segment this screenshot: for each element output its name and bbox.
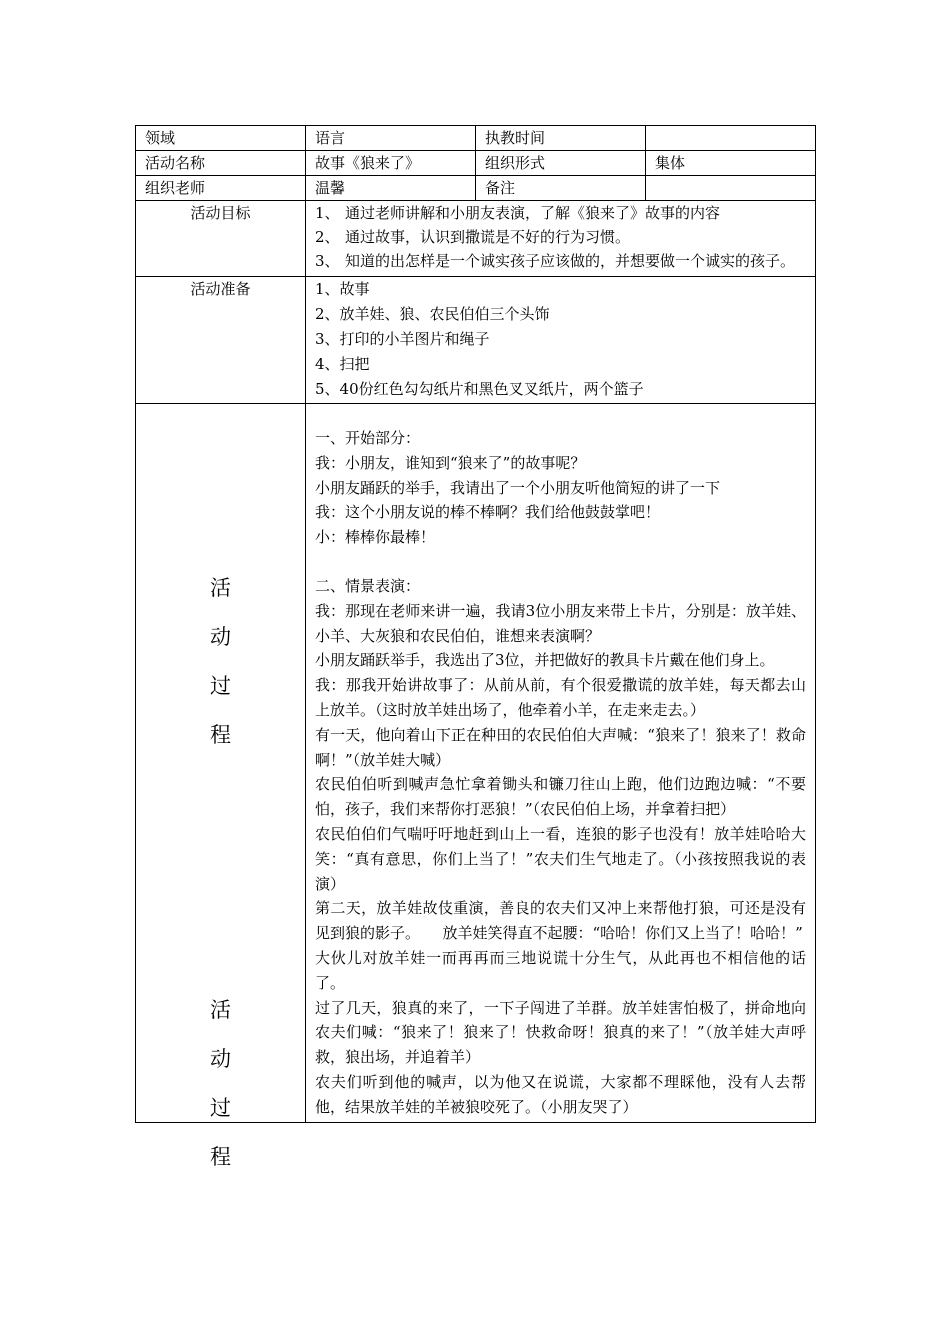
prep-content [306, 277, 816, 404]
activity-name-label: 活动名称 [136, 151, 306, 176]
goal-item [315, 225, 806, 249]
process-paragraph: 小：棒棒你最棒！ [315, 528, 436, 547]
prep-item: 4、扫把 [315, 355, 370, 373]
process-paragraph: 我：那现在老师来讲一遍，我请3位小朋友来带上卡片，分别是：放羊娃、小羊、大灰狼和农民伯伯，谁想来表演啊？ [315, 601, 806, 645]
process-paragraph: 过了几天，狼真的来了，一下子闯进了羊群。放羊娃害怕极了，拼命地向农夫们喊：“狼来了！狼来了！快救命呀！狼真的来了！”（放羊娃大声呼救，狼出场，并追着羊） [315, 998, 806, 1067]
process-label-char: 程 [210, 723, 231, 747]
process-paragraph: 农民伯伯听到喊声急忙拿着锄头和镰刀往山上跑，他们边跑边喊：“不要怕，孩子，我们来帮你打恶狼！”（农民伯伯上场，并拿着扫把） [315, 775, 806, 819]
process-paragraph: 农夫们听到他的喊声，以为他又在说谎，大家都不理睬他，没有人去帮他，结果放羊娃的羊被狼咬死了。（小朋友哭了） [315, 1072, 806, 1116]
prep-item: 3、打印的小羊图片和绳子 [315, 330, 490, 348]
section-title: 一、开始部分： [315, 429, 421, 447]
goals-label: 活动目标 [136, 201, 306, 277]
process-label-char: 程 [210, 1145, 231, 1169]
process-row [136, 404, 816, 1123]
process-paragraph: 我：这个小朋友说的棒不棒啊？我们给他鼓鼓掌吧！ [315, 503, 661, 522]
process-paragraph: 农民伯伯们气喘吁吁地赶到山上一看，连狼的影子也没有！放羊娃哈哈大笑：“真有意思，你们上当了！”农夫们生气地走了。（小孩按照我说的表演） [315, 824, 806, 893]
process-content [306, 404, 816, 1123]
header-row-domain [136, 126, 816, 151]
activity-name-value: 故事《狼来了》 [306, 151, 476, 176]
remarks-label: 备注 [476, 176, 646, 201]
prep-item: 5、40份红色勾勾纸片和黑色叉叉纸片，两个篮子 [315, 380, 644, 398]
teaching-time-label: 执教时间 [476, 126, 646, 151]
process-label-char: 活 [210, 998, 231, 1022]
process-paragraph: 有一天，他向着山下正在种田的农民伯伯大声喊：“狼来了！狼来了！救命啊！”（放羊娃大喊） [315, 725, 806, 769]
process-label [136, 404, 306, 1169]
prep-row [136, 277, 816, 404]
domain-value: 语言 [306, 126, 476, 151]
remarks-value [646, 176, 816, 201]
lesson-plan-table [135, 125, 816, 1169]
goal-number: 3、 [315, 252, 340, 270]
teacher-value: 温馨 [306, 176, 476, 201]
goal-item [315, 249, 806, 273]
prep-item: 2、放羊娃、狼、农民伯伯三个头饰 [315, 305, 550, 323]
process-paragraph: 小朋友踊跃举手，我选出了3位，并把做好的教具卡片戴在他们身上。 [315, 651, 775, 670]
teaching-time-value [646, 126, 816, 151]
goal-text: 通过故事，认识到撒谎是不好的行为习惯。 [345, 228, 631, 246]
goal-text: 知道的出怎样是一个诚实孩子应该做的，并想要做一个诚实的孩子。 [345, 252, 796, 270]
blank-line [315, 550, 806, 574]
process-label-char: 动 [210, 625, 231, 649]
process-label-char: 过 [210, 674, 231, 698]
prep-label: 活动准备 [136, 277, 306, 404]
prep-item: 1、故事 [315, 280, 370, 298]
process-paragraph: 我：小朋友，谁知到“狼来了”的故事呢？ [315, 453, 586, 472]
goal-number: 2、 [315, 228, 340, 246]
goal-text: 通过老师讲解和小朋友表演，了解《狼来了》故事的内容 [345, 204, 721, 222]
process-paragraph: 第二天，放羊娃故伎重演，善良的农夫们又冲上来帮他打狼，可还是没有见到狼的影子。 放羊娃笑得直不起腰：“哈哈！你们又上当了！哈哈！” [315, 899, 806, 943]
header-row-teacher [136, 176, 816, 201]
process-paragraph: 小朋友踊跃的举手，我请出了一个小朋友听他简短的讲了一下 [315, 478, 721, 497]
process-paragraph: 大伙儿对放羊娃一而再再而三地说谎十分生气，从此再也不相信他的话了。 [315, 948, 806, 992]
organization-form-value: 集体 [646, 151, 816, 176]
organization-form-label: 组织形式 [476, 151, 646, 176]
domain-label: 领域 [136, 126, 306, 151]
process-label-char: 活 [210, 576, 231, 600]
goal-item [315, 201, 806, 225]
header-row-activity [136, 151, 816, 176]
goals-row [136, 201, 816, 277]
goal-number: 1、 [315, 204, 340, 222]
process-label-char: 动 [210, 1047, 231, 1071]
process-paragraph: 我：那我开始讲故事了：从前从前，有个很爱撒谎的放羊娃，每天都去山上放羊。（这时放羊娃出场了，他牵着小羊，在走来走去。） [315, 676, 806, 719]
section-title: 二、情景表演： [315, 576, 421, 595]
teacher-label: 组织老师 [136, 176, 306, 201]
process-label-char: 过 [210, 1096, 231, 1120]
goals-content [306, 201, 816, 277]
